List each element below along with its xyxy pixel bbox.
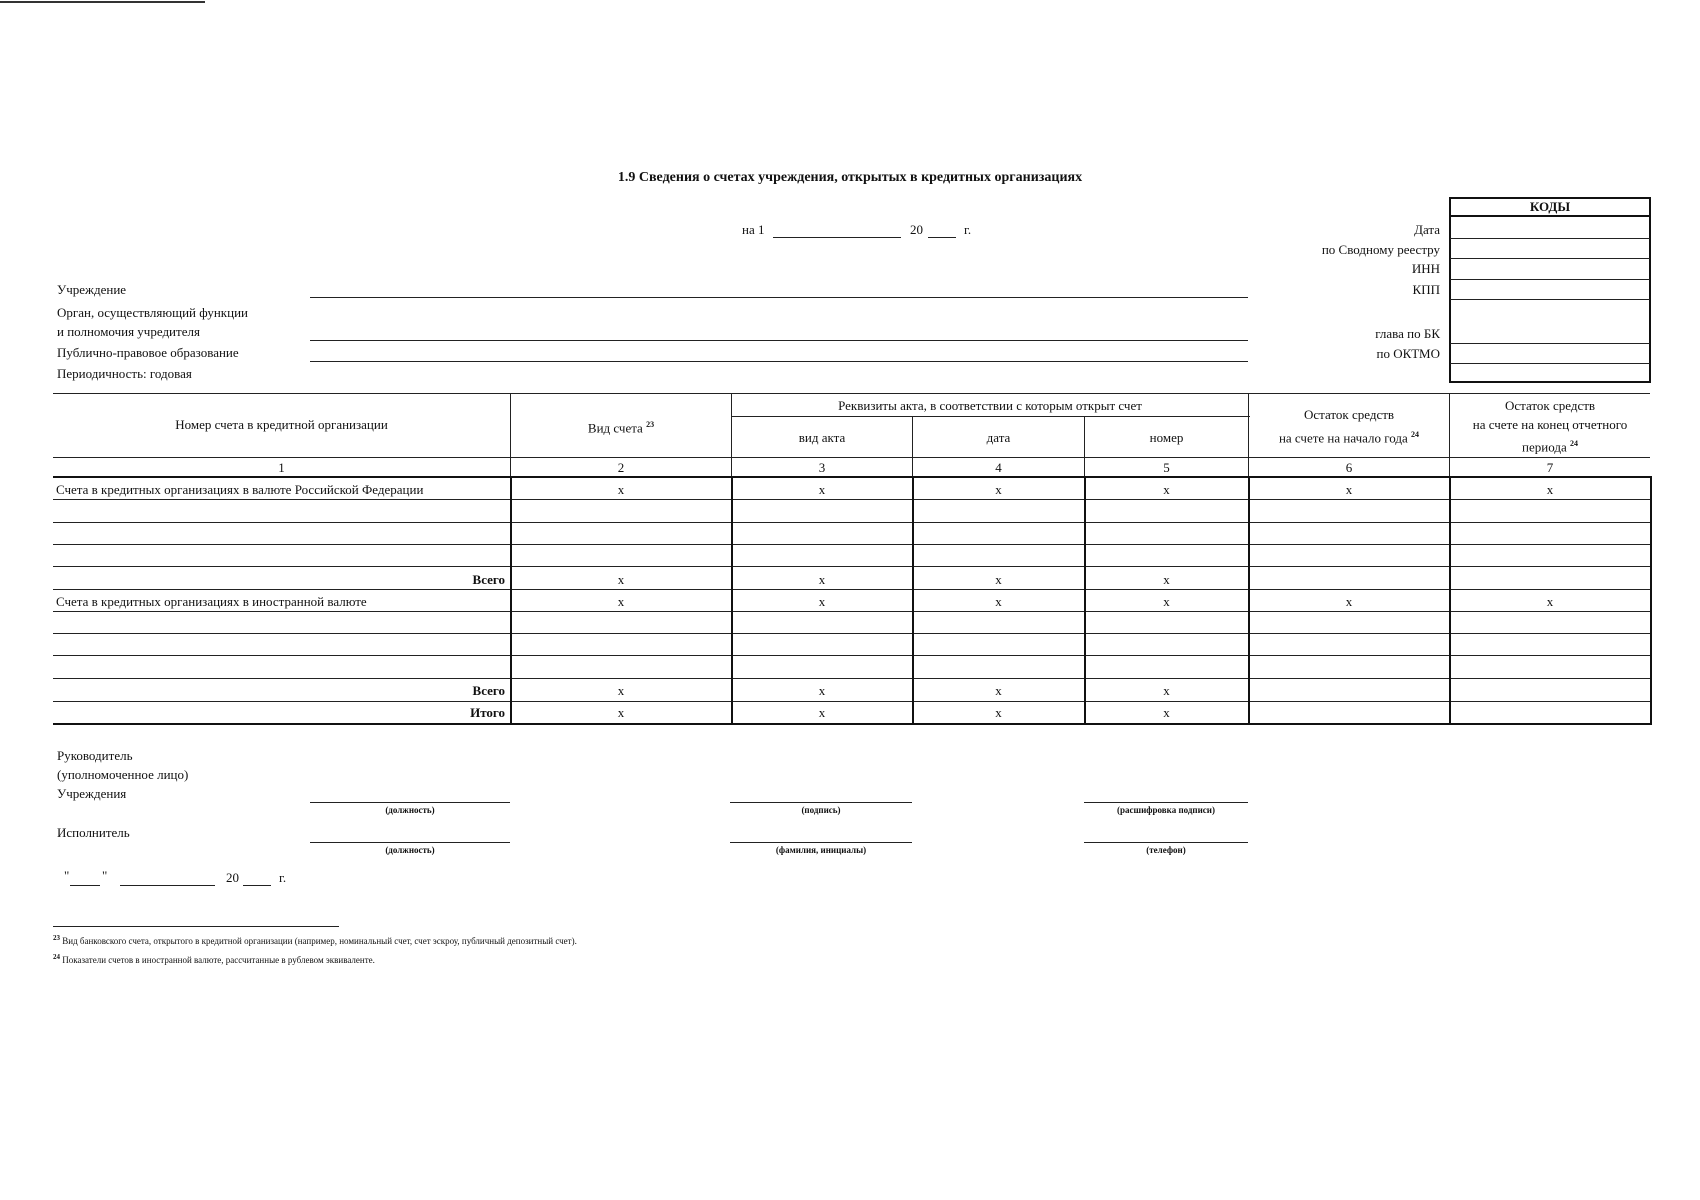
sign-date-year-field[interactable] (243, 885, 271, 886)
row-line (53, 701, 1650, 702)
code-label-registry: по Сводному реестру (1321, 242, 1440, 257)
code-divider (1450, 279, 1650, 280)
sign-date-day-field[interactable] (70, 885, 100, 886)
total-foreign-label: Всего (472, 683, 505, 698)
col2-footnote-ref: 23 (646, 420, 655, 429)
sign-date-year-prefix: 20 (226, 870, 239, 885)
code-divider (1450, 258, 1650, 259)
periodicity-label: Периодичность: годовая (57, 366, 192, 381)
date-year-suffix: г. (964, 222, 972, 237)
x-mark: x (818, 705, 826, 720)
section-rub-label: Счета в кредитных организациях в валюте Российской Федерации (56, 482, 424, 497)
date-year-prefix: 20 (910, 222, 923, 237)
grand-total-label: Итого (470, 705, 505, 720)
footnote-23 (53, 934, 577, 946)
code-divider (1450, 343, 1650, 344)
codes-header: КОДЫ (1451, 199, 1649, 217)
row-line (53, 522, 1650, 523)
col-number-2: 2 (617, 460, 625, 475)
sign-date-quote-close: " (102, 868, 108, 883)
x-mark: x (995, 594, 1002, 609)
code-label-inn: ИНН (1411, 261, 1440, 276)
head-label-line1: Руководитель (57, 748, 133, 763)
head-signature-caption: (подпись) (801, 805, 841, 815)
executor-phone-field[interactable] (1084, 842, 1248, 843)
x-mark: x (1163, 594, 1170, 609)
code-divider (1450, 363, 1650, 364)
x-mark: x (1163, 683, 1170, 698)
form-title: 1.9 Сведения о счетах учреждения, открытых в кредитных организациях (617, 170, 1083, 185)
code-divider (1450, 238, 1650, 239)
x-mark: x (995, 705, 1002, 720)
col7-header-line3 (1450, 436, 1650, 454)
col-number-5: 5 (1163, 460, 1170, 475)
footnote-separator (53, 926, 339, 927)
col4-header: дата (986, 430, 1011, 445)
head-signature-decode-field[interactable] (1084, 802, 1248, 803)
table-top-border (53, 393, 1650, 394)
col5-header: номер (1149, 430, 1184, 445)
footnote-23-text: Вид банковского счета, открытого в кредитной организации (например, номинальный счет, счет эскроу, публичный депозитный счет). (62, 936, 577, 946)
x-mark: x (995, 683, 1002, 698)
x-mark: x (617, 705, 625, 720)
col6-footnote-ref: 24 (1411, 430, 1420, 439)
table-bottom-border (53, 723, 1652, 725)
x-mark: x (617, 482, 625, 497)
head-label-line3: Учреждения (57, 786, 127, 801)
date-month-field[interactable] (773, 237, 901, 238)
header-bottom-border (53, 457, 1650, 458)
x-mark: x (1546, 594, 1554, 609)
x-mark: x (1163, 705, 1170, 720)
col1-header: Номер счета в кредитной организации (175, 417, 388, 432)
row-line (53, 633, 1650, 634)
code-label-kpp: КПП (1412, 282, 1440, 297)
col6-header-line1: Остаток средств (1303, 407, 1395, 422)
institution-field[interactable] (310, 297, 1248, 298)
sign-date-quote-open: " (64, 868, 70, 883)
codes-box (1449, 197, 1651, 383)
head-label-line2: (уполномоченное лицо) (57, 767, 189, 782)
row-line (53, 566, 1650, 567)
executor-position-caption: (должность) (385, 845, 435, 855)
footnote-23-mark: 23 (53, 934, 60, 942)
col3-header: вид акта (798, 430, 846, 445)
row-line (53, 611, 1650, 612)
x-mark: x (1163, 482, 1170, 497)
x-mark: x (617, 594, 625, 609)
footnote-24-mark: 24 (53, 953, 60, 961)
col6-header-text: на счете на начало года (1278, 430, 1408, 446)
code-divider (1450, 299, 1650, 300)
x-mark: x (818, 572, 826, 587)
col-number-4: 4 (995, 460, 1002, 475)
executor-phone-caption: (телефон) (1146, 845, 1186, 855)
col2-header-text: Вид счета (587, 420, 643, 436)
founder-label-line2: и полномочия учредителя (57, 324, 200, 339)
section-foreign-label: Счета в кредитных организациях в иностранной валюте (56, 594, 367, 609)
institution-label: Учреждение (57, 282, 127, 297)
executor-label: Исполнитель (57, 825, 130, 840)
x-mark: x (818, 594, 826, 609)
act-group-header: Реквизиты акта, в соответствии с которым открыт счет (838, 398, 1142, 413)
col-number-3: 3 (818, 460, 826, 475)
public-entity-field[interactable] (310, 361, 1248, 362)
executor-name-caption: (фамилия, инициалы) (775, 845, 867, 855)
code-label-oktmo: по ОКТМО (1376, 346, 1440, 361)
col6-header-line2 (1249, 427, 1449, 445)
date-prefix: на 1 (742, 222, 765, 237)
x-mark: x (1345, 482, 1353, 497)
x-mark: x (1546, 482, 1554, 497)
col2-header (511, 417, 731, 435)
x-mark: x (818, 482, 826, 497)
col-number-7: 7 (1546, 460, 1554, 475)
act-group-divider (732, 416, 1250, 417)
sign-date-suffix: г. (279, 870, 287, 885)
row-line (53, 544, 1650, 545)
row-line (53, 655, 1650, 656)
x-mark: x (1345, 594, 1353, 609)
date-year-field[interactable] (928, 237, 956, 238)
x-mark: x (1163, 572, 1170, 587)
row-line (53, 499, 1650, 500)
col-number-6: 6 (1345, 460, 1353, 475)
sign-date-month-field[interactable] (120, 885, 215, 886)
head-signature-field[interactable] (730, 802, 912, 803)
col7-header-text: периода (1522, 439, 1567, 455)
col7-header-line1: Остаток средств (1504, 398, 1596, 413)
col7-footnote-ref: 24 (1569, 439, 1578, 448)
founder-label-line1: Орган, осуществляющий функции (57, 305, 248, 320)
x-mark: x (617, 683, 625, 698)
public-entity-label: Публично-правовое образование (57, 345, 239, 360)
head-position-caption: (должность) (385, 805, 435, 815)
x-mark: x (995, 572, 1002, 587)
x-mark: x (617, 572, 625, 587)
footnote-24 (53, 953, 375, 965)
footnote-24-text: Показатели счетов в иностранной валюте, рассчитанные в рублевом эквиваленте. (62, 955, 375, 965)
scan-artifact-line (0, 1, 205, 3)
numbers-bottom-border (53, 476, 1652, 478)
head-signature-decode-caption: (расшифровка подписи) (1117, 805, 1215, 815)
code-label-bk: глава по БК (1375, 326, 1440, 341)
executor-name-field[interactable] (730, 842, 912, 843)
head-position-field[interactable] (310, 802, 510, 803)
col7-header-line2: на счете на конец отчетного (1472, 417, 1628, 432)
row-line (53, 678, 1650, 679)
executor-position-field[interactable] (310, 842, 510, 843)
x-mark: x (818, 683, 826, 698)
total-rub-label: Всего (472, 572, 505, 587)
row-line (53, 589, 1650, 590)
col-number-1: 1 (278, 460, 285, 475)
x-mark: x (995, 482, 1002, 497)
founder-field[interactable] (310, 340, 1248, 341)
table-right-border (1650, 476, 1652, 724)
code-label-date: Дата (1414, 222, 1440, 237)
